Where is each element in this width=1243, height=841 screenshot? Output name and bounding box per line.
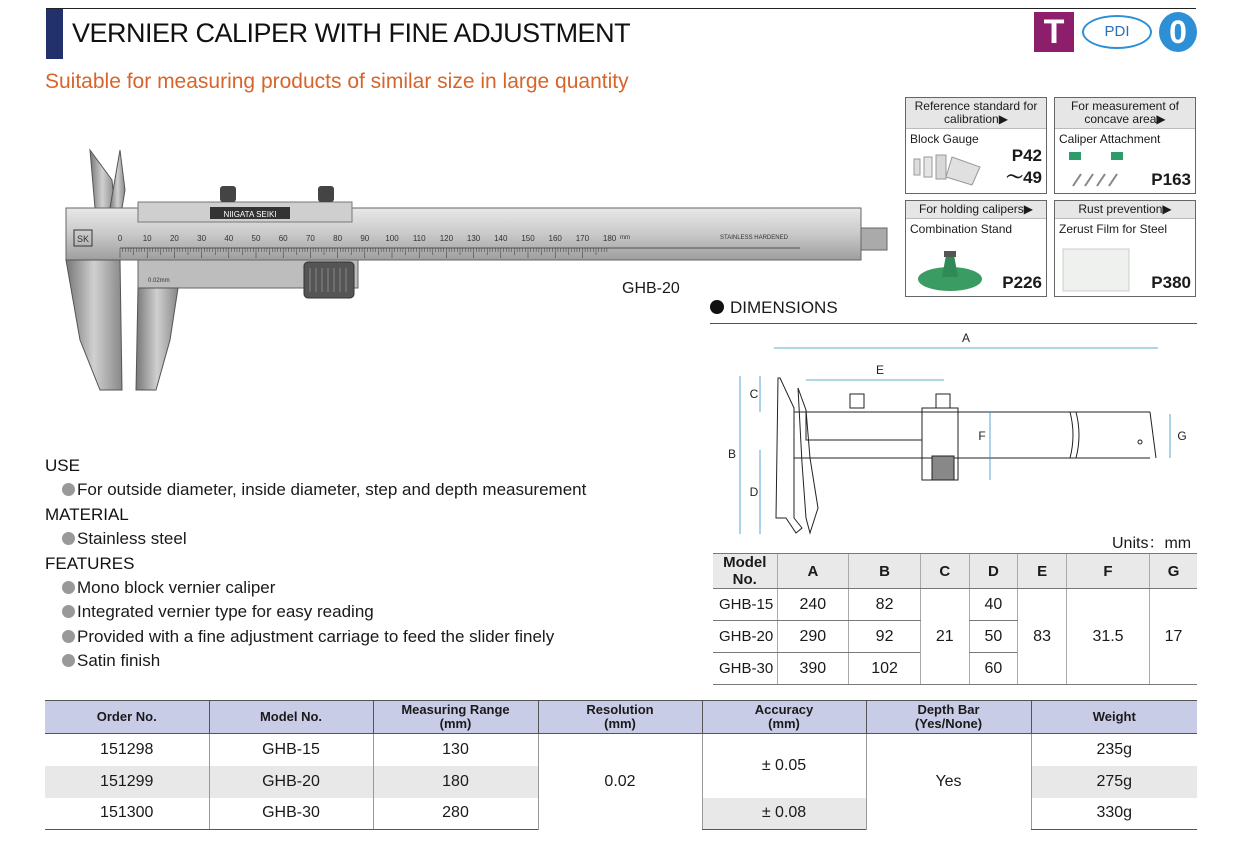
dim-a: 240 [777,589,849,621]
th-line1: Weight [1092,709,1136,724]
bullet-dot [710,300,724,314]
dim-label-c: C [749,387,759,401]
order-header-row [45,701,1197,734]
dim-d: 50 [969,621,1018,653]
th-line1: Accuracy [754,702,814,717]
units-label: Units：mm [1112,535,1192,552]
model-no: GHB-30 [209,798,373,830]
scale-tick-label: 120 [439,234,454,243]
ref-header: Reference standard for calibration▶ [906,98,1046,129]
feature-item: Mono block vernier caliper [45,576,586,600]
measuring-range: 180 [373,766,538,798]
dim-model: GHB-30 [713,653,777,685]
th-line1: Depth Bar [917,702,980,717]
dim-b: 102 [849,653,921,685]
block-gauge-icon [912,153,984,187]
page-title: VERNIER CALIPER WITH FINE ADJUSTMENT [72,18,631,48]
dim-th: D [969,554,1018,589]
dim-b: 82 [849,589,921,621]
product-caption: GHB-20 [622,280,680,297]
ref-page-range: 〜49 [1006,168,1042,187]
dim-a: 390 [777,653,849,685]
ref-page: P380 [1151,273,1191,292]
order-th [538,701,702,734]
scale-marking: STAINLESS HARDENED [720,235,788,241]
measuring-range: 130 [373,734,538,766]
th-line2: (Yes/None) [914,716,983,731]
features-heading: FEATURES [45,553,135,573]
dim-th: E [1018,554,1067,589]
ref-box-zerust-film[interactable] [1054,200,1196,297]
ref-header: Rust prevention▶ [1055,201,1195,219]
scale-tick-label: 80 [333,234,343,243]
dim-label-e: E [875,363,885,377]
scale-tick-label: 10 [142,234,152,243]
ref-name: Combination Stand [910,222,1013,236]
order-table [45,700,1197,830]
dim-label-a: A [961,331,971,345]
dimension-drawing [710,328,1197,543]
dim-th: F [1066,554,1149,589]
order-no: 151298 [100,740,154,758]
dim-c: 21 [920,589,969,685]
dimensions-heading [710,298,1197,324]
order-th [866,701,1031,734]
ref-header: For measurement of concave area▶ [1055,98,1195,129]
th-line2: (mm) [604,716,636,731]
dim-d: 60 [969,653,1018,685]
order-no: 151299 [45,766,209,798]
dim-label-b: B [727,447,737,461]
scale-tick-label: 40 [224,234,234,243]
order-th [702,701,866,734]
dim-label-f: F [978,429,986,443]
table-row [45,734,1197,766]
scale-tick-label: 140 [494,234,508,243]
scale-tick-label: 70 [305,234,315,243]
ref-name: Block Gauge [910,132,979,146]
dim-th: G [1150,554,1197,589]
dim-d: 40 [969,589,1018,621]
badge-zero: 0 [1159,12,1197,52]
caliper-attachment-icon [1065,150,1137,190]
combination-stand-icon [914,247,994,293]
resolution: 0.02 [538,734,702,830]
ref-box-combination-stand[interactable] [905,200,1047,297]
th-line1: Resolution [586,702,654,717]
scale-tick-label: 0 [117,234,123,243]
dimensions-heading-text: DIMENSIONS [730,298,838,317]
scale-tick-label: 90 [360,234,370,243]
depth-bar: Yes [866,734,1031,830]
use-heading: USE [45,456,80,475]
ref-page: P163 [1151,170,1191,189]
scale-tick-label: 100 [385,234,399,243]
th-line1: Model No. [259,709,323,724]
th-line1: Measuring Range [401,702,510,717]
scale-tick-label: 150 [521,234,535,243]
order-th [1031,701,1197,734]
dim-e: 83 [1018,589,1067,685]
ref-header: For holding calipers▶ [906,201,1046,219]
scale-tick-label: 180 [602,234,617,243]
th-line2: (mm) [439,716,472,731]
dim-model: GHB-20 [713,621,777,653]
info-section [45,454,586,674]
badge-t: T [1034,12,1074,52]
weight: 235g [1031,734,1197,766]
title-bar [46,8,1196,58]
scale-tick-label: 130 [466,234,481,243]
th-line1: Order No. [96,709,157,724]
dim-table-header-row [713,554,1197,589]
model-no: GHB-20 [209,766,373,798]
ref-name: Caliper Attachment [1059,132,1161,146]
vernier-label: 0.02mm [148,278,170,284]
scale-tick-label: 30 [197,234,207,243]
scale-tick-label: 20 [169,234,179,243]
dim-b: 92 [849,621,921,653]
model-no: GHB-15 [209,734,373,766]
brand-mark: SK [76,234,90,244]
ref-page: P42 [1011,146,1042,165]
dim-model: GHB-15 [713,589,777,621]
zerust-film-icon [1061,247,1133,293]
scale-tick-label: 170 [575,234,590,243]
th-line2: (mm) [768,716,800,731]
feature-item: Satin finish [45,649,586,673]
ref-name: Zerust Film for Steel [1059,222,1168,236]
ref-box-block-gauge[interactable] [905,97,1047,194]
dim-th: A [777,554,849,589]
table-row [713,589,1197,621]
scale-tick-label: 160 [548,234,562,243]
dim-th: C [920,554,969,589]
dim-label-g: G [1177,429,1187,443]
order-th [209,701,373,734]
use-item: For outside diameter, inside diameter, step and depth measurement [45,478,586,502]
title-accent [46,9,63,59]
dim-g: 17 [1150,589,1197,685]
dim-a: 290 [777,621,849,653]
weight: 275g [1031,766,1197,798]
ref-box-caliper-attachment[interactable] [1054,97,1196,194]
scale-unit: mm [620,235,630,241]
badge-pdi: PDI [1082,15,1152,49]
material-heading: MATERIAL [45,504,129,524]
accuracy: ± 0.05 [702,734,866,798]
material-item: Stainless steel [45,527,586,551]
weight: 330g [1031,798,1197,830]
dim-f: 31.5 [1066,589,1149,685]
dim-th: B [849,554,921,589]
scale-tick-label: 60 [278,234,288,243]
dim-label-d: D [749,485,759,499]
order-th [45,701,209,734]
dim-th: Model No. [713,554,777,589]
feature-item: Provided with a fine adjustment carriage to feed the slider finely [45,625,586,649]
subtitle: Suitable for measuring products of similar size in large quantity [45,70,629,93]
measuring-range: 280 [373,798,538,830]
order-no: 151300 [45,798,209,830]
dimensions-table [713,553,1197,685]
order-th [373,701,538,734]
ref-page: P226 [1002,273,1042,292]
feature-item: Integrated vernier type for easy reading [45,600,586,624]
scale-tick-label: 50 [251,234,261,243]
accuracy: ± 0.08 [702,798,866,830]
scale-tick-label: 110 [412,234,426,243]
brand-plate-text: NIIGATA SEIKI [223,210,277,219]
